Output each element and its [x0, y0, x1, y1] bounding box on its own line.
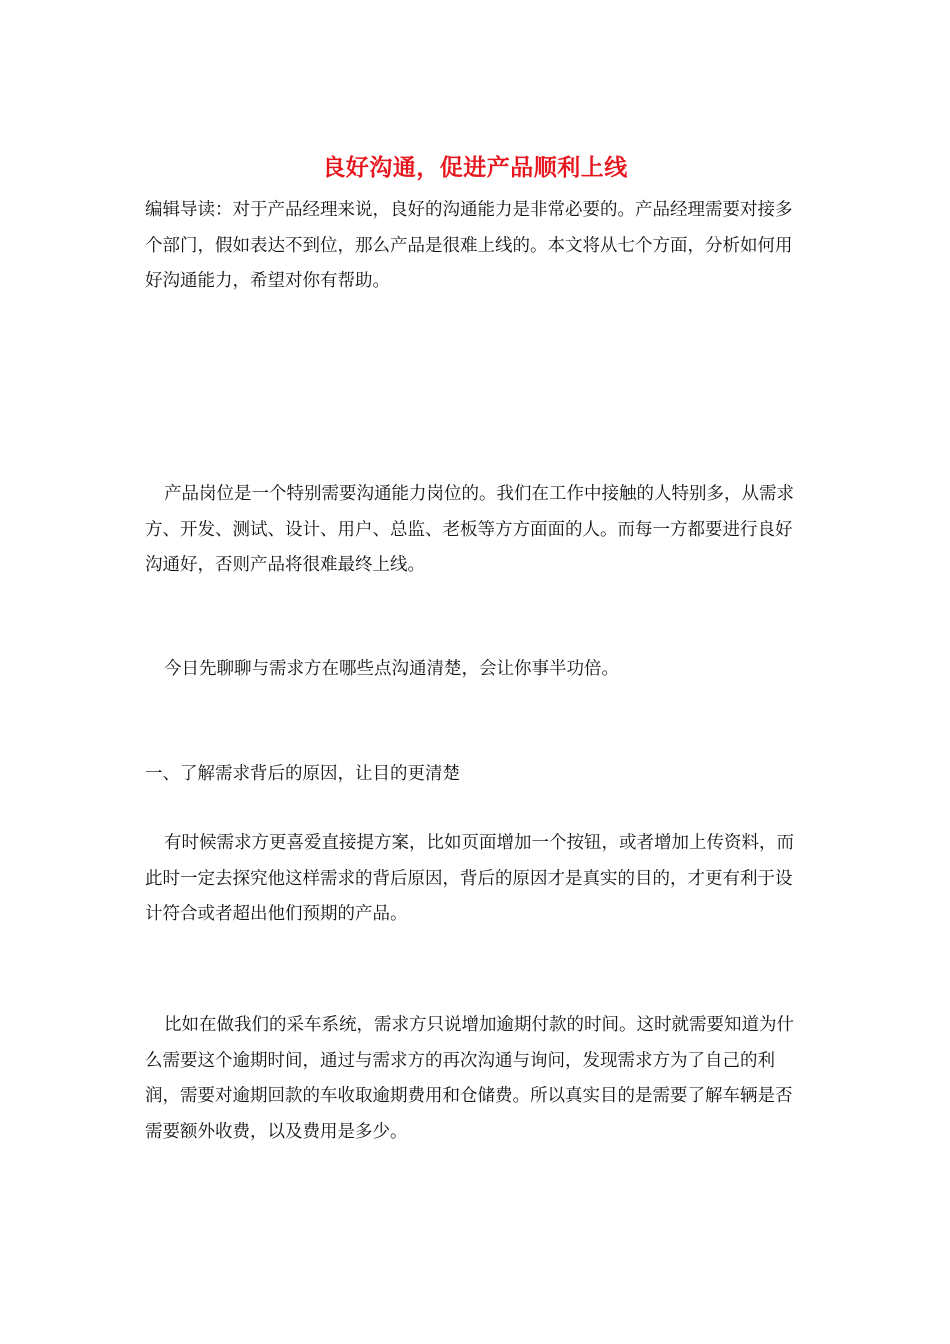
section-heading-1: 一、了解需求背后的原因，让目的更清楚 [145, 764, 460, 784]
paragraph-example: 比如在做我们的采车系统，需求方只说增加逾期付款的时间。这时就需要知道为什么需要这个逾期时间，通过与需求方的再次沟通与询问，发现需求方为了自己的利润，需要对逾期回款的车收取逾期费用和仓储费。所以真实目的是需要了解车辆是否需要额外收费，以及费用是多少。 [145, 1015, 794, 1142]
document-title: 良好沟通，促进产品顺利上线 [322, 154, 628, 181]
paragraph-requirement-reason: 有时候需求方更喜爱直接提方案，比如页面增加一个按钮，或者增加上传资料，而此时一定去探究他这样需求的背后原因，背后的原因才是真实的目的，才更有利于设计符合或者超出他们预期的产品。 [145, 833, 794, 924]
paragraph-product-role: 产品岗位是一个特别需要沟通能力岗位的。我们在工作中接触的人特别多，从需求方、开发、测试、设计、用户、总监、老板等方方面面的人。而每一方都要进行良好沟通好，否则产品将很难最终上线。 [145, 484, 794, 575]
paragraph-topic-intro: 今日先聊聊与需求方在哪些点沟通清楚，会让你事半功倍。 [164, 659, 619, 679]
editor-intro: 编辑导读：对于产品经理来说，良好的沟通能力是非常必要的。产品经理需要对接多个部门，假如表达不到位，那么产品是很难上线的。本文将从七个方面，分析如何用好沟通能力，希望对你有帮助。 [145, 200, 793, 291]
